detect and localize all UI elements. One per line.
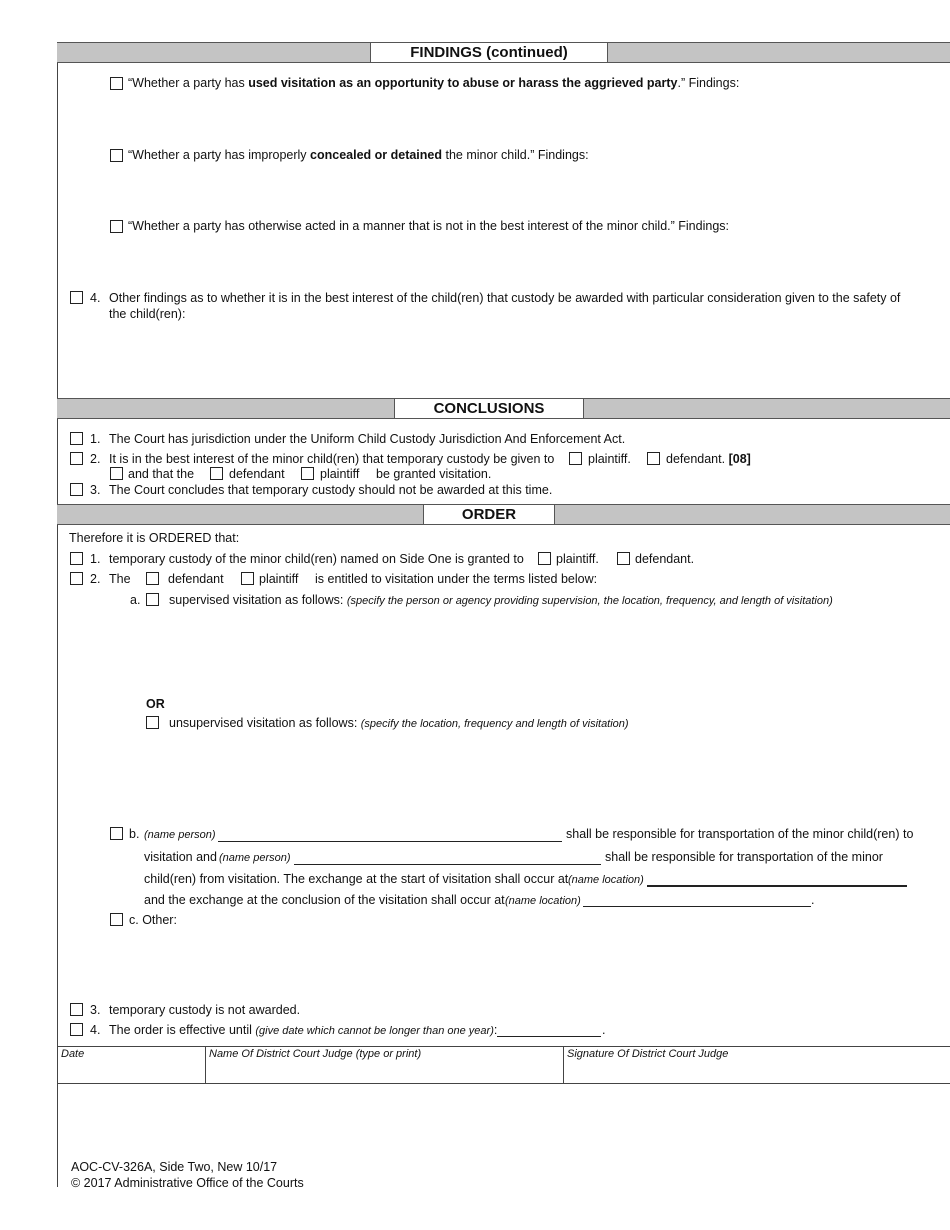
judge-name-field[interactable]	[206, 1062, 562, 1082]
order-2-plaintiff-checkbox[interactable]	[241, 572, 254, 585]
order-2a-label: a.	[130, 593, 141, 607]
form-id: AOC-CV-326A, Side Two, New 10/17	[71, 1160, 278, 1174]
order-1-plaintiff-label: plaintiff.	[556, 552, 599, 566]
order-4-number: 4.	[90, 1023, 101, 1037]
order-2-defendant-checkbox[interactable]	[146, 572, 159, 585]
visitation-and-label: and that the	[128, 467, 195, 481]
findings-header-bar	[57, 42, 950, 63]
order-2c-checkbox[interactable]	[110, 913, 123, 926]
judge-name-label: Name Of District Court Judge (type or print)	[209, 1048, 422, 1060]
best-interest-finding: “Whether a party has otherwise acted in a manner that is not in the best interest of the minor child.” Findings:	[128, 219, 729, 233]
order-2-the: The	[109, 572, 131, 586]
visitation-and-text: visitation and	[144, 850, 217, 864]
order-intro: Therefore it is ORDERED that:	[69, 531, 240, 545]
order-1-defendant-label: defendant.	[635, 552, 695, 566]
visitation-checkbox[interactable]	[110, 467, 123, 480]
date-label: Date	[61, 1048, 85, 1060]
exchange-end-period: .	[811, 893, 815, 907]
best-interest-checkbox[interactable]	[110, 220, 123, 233]
conclusion-2-number: 2.	[90, 452, 101, 466]
visitation-defendant-checkbox[interactable]	[210, 467, 223, 480]
copyright: © 2017 Administrative Office of the Courts	[71, 1176, 304, 1190]
unsupervised-visitation-text: unsupervised visitation as follows: (specify the location, frequency and length of visitation)	[169, 716, 629, 730]
visitation-plaintiff-label: plaintiff	[320, 467, 360, 481]
conclusion-3-number: 3.	[90, 483, 101, 497]
finding-4-number: 4.	[90, 291, 101, 305]
name-person-label-2: (name person)	[219, 852, 291, 864]
transport-to-text: shall be responsible for transportation of the minor child(ren) to	[566, 827, 914, 841]
judge-signature-field[interactable]	[564, 1062, 949, 1082]
name-person-line-2[interactable]	[294, 864, 601, 865]
supervised-visitation-text: supervised visitation as follows: (specify the person or agency providing supervision, the location, frequency, and length of visitation)	[169, 593, 833, 607]
judge-signature-label: Signature Of District Court Judge	[567, 1048, 729, 1060]
order-4-text: The order is effective until (give date which cannot be longer than one year):	[109, 1023, 498, 1037]
order-4-period: .	[602, 1023, 606, 1037]
conclusion-1-number: 1.	[90, 432, 101, 446]
order-2b-label: b.	[129, 827, 140, 841]
conclusion-1-checkbox[interactable]	[70, 432, 83, 445]
transport-from-text: shall be responsible for transportation of the minor	[605, 850, 883, 864]
signature-top-border	[57, 1046, 950, 1047]
concealed-finding: “Whether a party has improperly concealed or detained the minor child.” Findings:	[128, 148, 589, 162]
order-1-plaintiff-checkbox[interactable]	[538, 552, 551, 565]
concealed-checkbox[interactable]	[110, 149, 123, 162]
conclusions-header-bar	[57, 398, 950, 419]
conclusion-2-plaintiff-label: plaintiff.	[588, 452, 631, 466]
order-2b-checkbox[interactable]	[110, 827, 123, 840]
effective-date-line[interactable]	[497, 1036, 601, 1037]
order-2-plaintiff-label: plaintiff	[259, 572, 299, 586]
abuse-checkbox[interactable]	[110, 77, 123, 90]
signature-bottom-border	[57, 1083, 950, 1084]
order-2-checkbox[interactable]	[70, 572, 83, 585]
finding-4-line1: Other findings as to whether it is in the best interest of the child(ren) that custody be awarded with particular consideration given to the safety of	[109, 291, 901, 305]
conclusion-3-checkbox[interactable]	[70, 483, 83, 496]
name-location-line-2[interactable]	[583, 906, 811, 907]
date-field[interactable]	[58, 1062, 204, 1082]
order-1-number: 1.	[90, 552, 101, 566]
conclusion-2-checkbox[interactable]	[70, 452, 83, 465]
order-2-number: 2.	[90, 572, 101, 586]
order-3-text: temporary custody is not awarded.	[109, 1003, 301, 1017]
name-person-line-1[interactable]	[218, 841, 562, 842]
order-1-defendant-checkbox[interactable]	[617, 552, 630, 565]
unsupervised-visitation-checkbox[interactable]	[146, 716, 159, 729]
order-1-checkbox[interactable]	[70, 552, 83, 565]
name-location-line-1[interactable]	[647, 885, 907, 887]
finding-4-line2: the child(ren):	[109, 307, 186, 321]
abuse-finding: “Whether a party has used visitation as an opportunity to abuse or harass the aggrieved party.” Findings:	[128, 76, 740, 90]
order-2-defendant-label: defendant	[168, 572, 224, 586]
visitation-granted-text: be granted visitation.	[376, 467, 492, 481]
conclusions-title: CONCLUSIONS	[394, 398, 584, 419]
order-3-number: 3.	[90, 1003, 101, 1017]
order-2c-label: c. Other:	[129, 913, 177, 927]
conclusion-2-text: It is in the best interest of the minor child(ren) that temporary custody be given to	[109, 452, 555, 466]
order-3-checkbox[interactable]	[70, 1003, 83, 1016]
name-person-label-1: (name person)	[144, 829, 216, 841]
order-4-checkbox[interactable]	[70, 1023, 83, 1036]
name-location-label-2: (name location)	[505, 895, 581, 907]
supervised-visitation-checkbox[interactable]	[146, 593, 159, 606]
page-left-border	[57, 42, 58, 1187]
order-2-rest: is entitled to visitation under the terms listed below:	[315, 572, 598, 586]
conclusion-1-text: The Court has jurisdiction under the Uniform Child Custody Jurisdiction And Enforcement Act.	[109, 432, 626, 446]
exchange-start-text: child(ren) from visitation. The exchange at the start of visitation shall occur at	[144, 872, 569, 886]
order-header-bar	[57, 504, 950, 525]
findings-title: FINDINGS (continued)	[370, 42, 608, 63]
name-location-label-1: (name location)	[568, 874, 644, 886]
order-title: ORDER	[423, 504, 555, 525]
conclusion-3-text: The Court concludes that temporary custody should not be awarded at this time.	[109, 483, 553, 497]
or-label: OR	[146, 697, 165, 711]
exchange-end-text: and the exchange at the conclusion of the visitation shall occur at	[144, 893, 505, 907]
finding-4-checkbox[interactable]	[70, 291, 83, 304]
conclusion-2-defendant-label: defendant. [08]	[666, 452, 751, 466]
conclusion-2-defendant-checkbox[interactable]	[647, 452, 660, 465]
conclusion-2-plaintiff-checkbox[interactable]	[569, 452, 582, 465]
order-1-text: temporary custody of the minor child(ren) named on Side One is granted to	[109, 552, 524, 566]
visitation-defendant-label: defendant	[229, 467, 285, 481]
visitation-plaintiff-checkbox[interactable]	[301, 467, 314, 480]
